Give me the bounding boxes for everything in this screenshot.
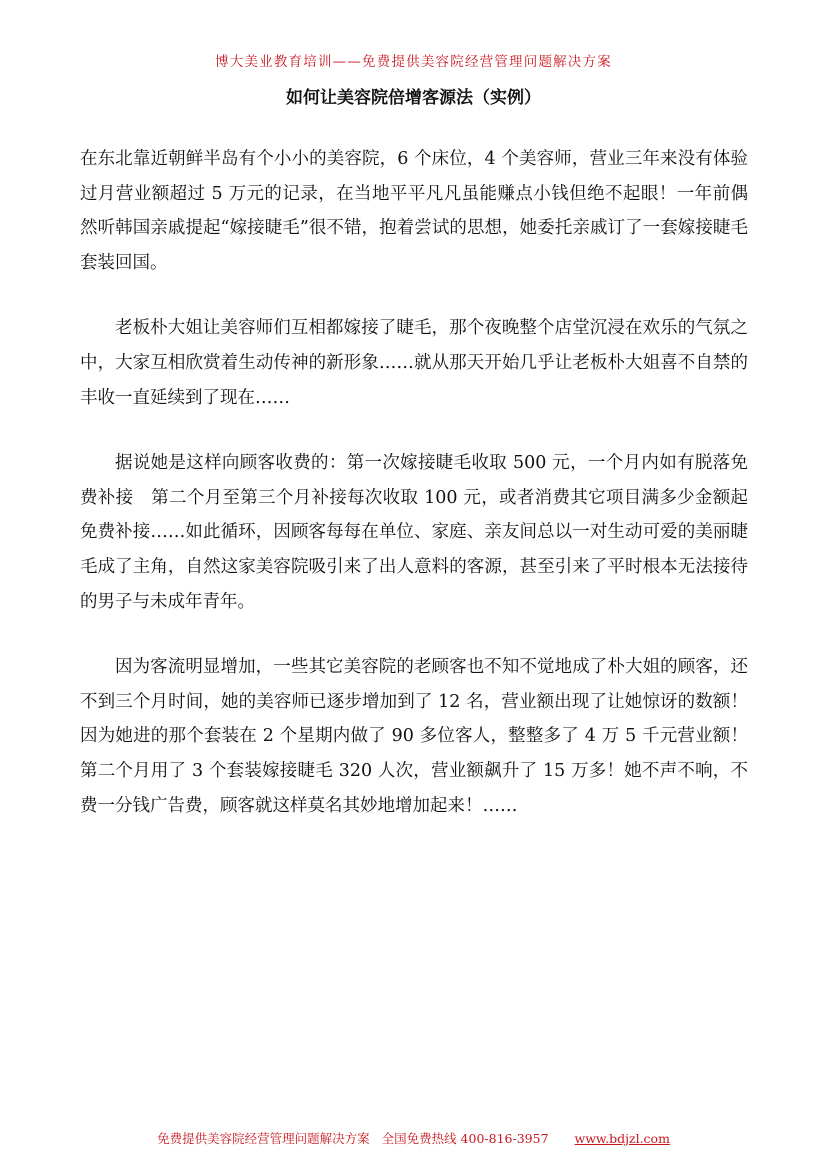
paragraph-2: 老板朴大姐让美容师们互相都嫁接了睫毛，那个夜晚整个店堂沉浸在欢乐的气氛之中，大家互相欣赏着生动传神的新形象……就从那天开始几乎让老板朴大姐喜不自禁的丰收一直延续到了现在…… [80,318,748,408]
page-footer [0,1129,827,1147]
article-title: 如何让美容院倍增客源法（实例） [286,88,541,108]
footer-hotline: 全国免费热线 400-816-3957 [381,1131,549,1146]
paragraph-4: 因为客流明显增加，一些其它美容院的老顾客也不知不觉地成了朴大姐的顾客，还不到三个月时间，她的美容师已逐步增加到了 12 名，营业额出现了让她惊讶的数额！因为她进的那个套装在 2 个星期内做了 90 多位客人，整整多了 4 万 5 千元营业额！第二个月用了 3 个套装嫁接睫毛 320 人次，营业额飙升了 15 万多！她不声不响，不费一分钱广告费，顾客就这样莫名其妙地增加起来！…… [80,657,748,816]
article-body [80,142,748,854]
paragraph-1: 在东北靠近朝鲜半岛有个小小的美容院，6 个床位，4 个美容师，营业三年来没有体验过月营业额超过 5 万元的记录，在当地平平凡凡虽能赚点小钱但绝不起眼！一年前偶然听韩国亲戚提起“嫁接睫毛”很不错，抱着尝试的思想，她委托亲戚订了一套嫁接睫毛套装回国。 [80,149,748,273]
footer-service-text: 免费提供美容院经营管理问题解决方案 [157,1131,370,1146]
footer-website-link[interactable]: www.bdjzl.com [574,1131,670,1146]
page-header: 博大美业教育培训——免费提供美容院经营管理问题解决方案 [215,54,612,70]
paragraph-3: 据说她是这样向顾客收费的：第一次嫁接睫毛收取 500 元，一个月内如有脱落免费补接 第二个月至第三个月补接每次收取 100 元，或者消费其它项目满多少金额起免费补接……如此循环，因顾客每每在单位、家庭、亲友间总以一对生动可爱的美丽睫毛成了主角，自然这家美容院吸引来了出人意料的客源，甚至引来了平时根本无法接待的男子与未成年青年。 [80,453,748,612]
